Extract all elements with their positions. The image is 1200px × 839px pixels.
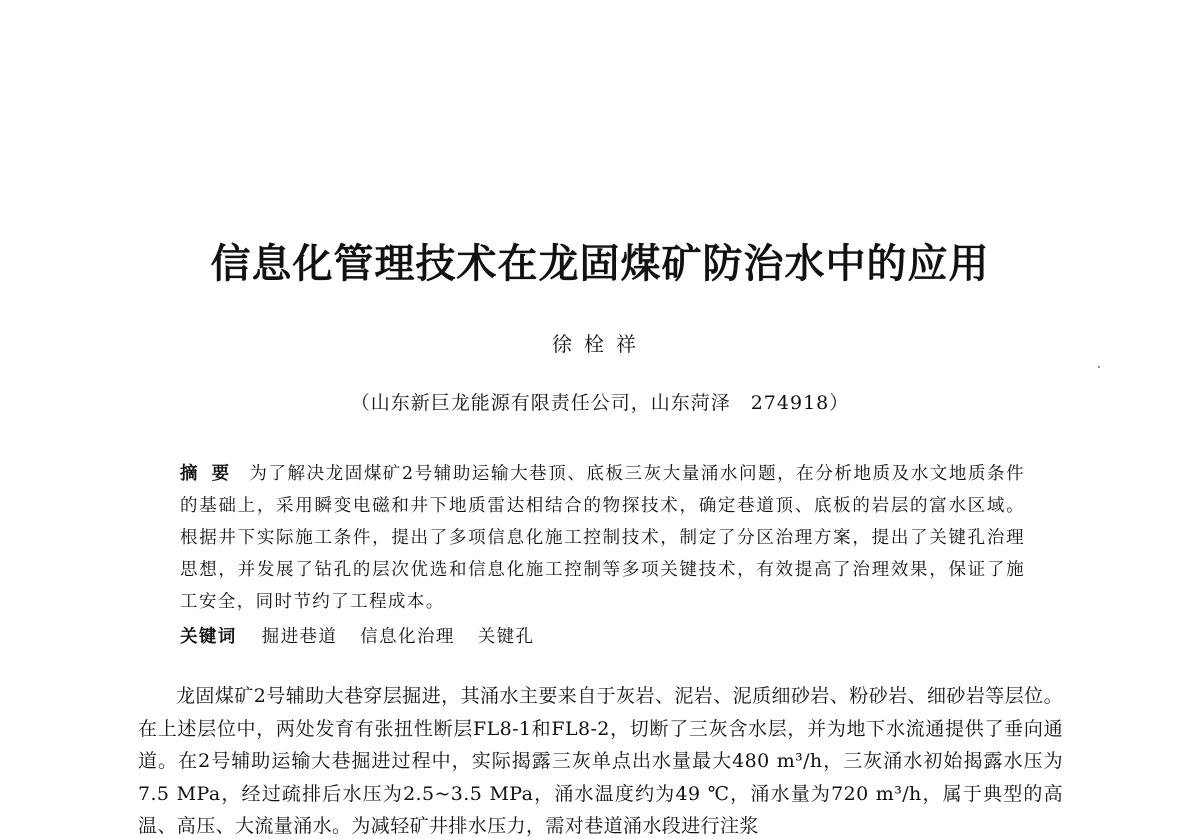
abstract-label: 摘要 <box>180 464 244 484</box>
abstract-section <box>180 458 1025 618</box>
author-affiliation: （山东新巨龙能源有限责任公司，山东菏泽 274918） <box>350 392 850 414</box>
keyword-item: 掘进巷道 <box>261 627 338 647</box>
scan-speck <box>1098 366 1100 368</box>
keywords-section <box>180 622 1025 652</box>
paper-title: 信息化管理技术在龙固煤矿防治水中的应用 <box>210 241 990 287</box>
keyword-item: 关键孔 <box>477 627 535 647</box>
author-name: 徐栓祥 <box>552 332 648 356</box>
keyword-item: 信息化治理 <box>360 627 455 647</box>
abstract-text: 为了解决龙固煤矿2号辅助运输大巷顶、底板三灰大量涌水问题，在分析地质及水文地质条件的基础上，采用瞬变电磁和井下地质雷达相结合的物探技术，确定巷道顶、底板的岩层的富水区域。根据井下实际施工条件，提出了多项信息化施工控制技术，制定了分区治理方案，提出了关键孔治理思想，并发展了钻孔的层次优选和信息化施工控制等多项关键技术，有效提高了治理效果，保证了施工安全，同时节约了工程成本。 <box>180 464 1026 612</box>
keywords-label: 关键词 <box>180 627 237 647</box>
body-paragraph: 龙固煤矿2号辅助大巷穿层掘进，其涌水主要来自于灰岩、泥岩、泥质细砂岩、粉砂岩、细砂岩等层位。在上述层位中，两处发育有张扭性断层FL8-1和FL8-2，切断了三灰含水层，并为地下水流通提供了垂向通道。在2号辅助运输大巷掘进过程中，实际揭露三灰单点出水量最大480 m³/h，三灰涌水初始揭露水压为7.5 MPa，经过疏排后水压为2.5~3.5 MPa，涌水温度约为49 ℃，涌水量为720 m³/h，属于典型的高温、高压、大流量涌水。为减轻矿井排水压力，需对巷道涌水段进行注浆 <box>138 685 1063 837</box>
